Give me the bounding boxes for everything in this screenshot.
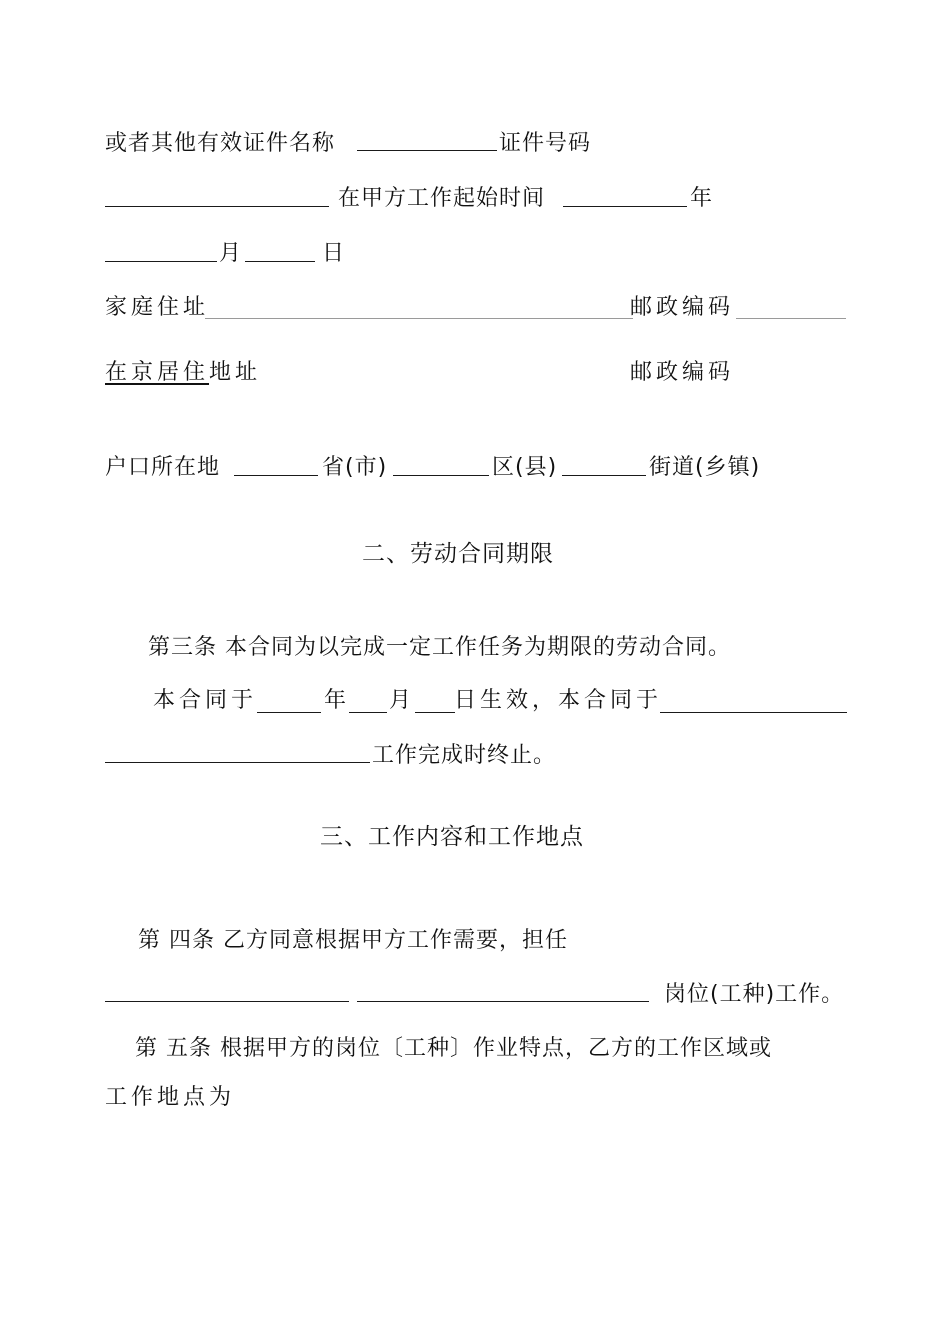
start-month-blank[interactable] (105, 261, 217, 262)
home-address-label: 家庭住址 (105, 295, 210, 320)
effective-month-label: 月 (389, 688, 413, 713)
id-number-blank[interactable] (105, 206, 329, 207)
postcode-blank-1[interactable] (736, 318, 846, 319)
completion-task-blank[interactable] (660, 712, 847, 713)
id-number-label: 证件号码 (499, 131, 592, 156)
postcode-label-1: 邮政编码 (630, 295, 735, 320)
position-blank-1[interactable] (105, 1001, 349, 1002)
district-label: 区(县) (492, 455, 558, 480)
home-address-blank[interactable] (205, 318, 633, 319)
beijing-address-label (105, 359, 261, 387)
effective-year-blank[interactable] (257, 712, 321, 713)
effective-month-blank[interactable] (349, 712, 387, 713)
district-blank[interactable] (393, 475, 489, 476)
section-2-heading: 二、劳动合同期限 (362, 541, 554, 567)
street-blank[interactable] (562, 475, 646, 476)
year-label: 年 (690, 186, 714, 211)
start-year-blank[interactable] (563, 206, 687, 207)
section-3-heading: 三、工作内容和工作地点 (320, 824, 584, 850)
effective-year-label: 年 (324, 688, 348, 713)
effective-prefix: 本合同于 (153, 688, 258, 713)
province-blank[interactable] (234, 475, 318, 476)
start-day-blank[interactable] (245, 261, 315, 262)
article-4: 第 四条 乙方同意根据甲方工作需要，担任 (138, 928, 568, 953)
position-blank-2[interactable] (357, 1001, 649, 1002)
article-5: 第 五条 根据甲方的岗位〔工种〕作业特点，乙方的工作区域或 (135, 1036, 772, 1061)
day-label: 日 (322, 241, 346, 266)
street-label: 街道(乡镇) (649, 455, 761, 480)
article-5-continuation: 工作地点为 (105, 1085, 236, 1110)
effective-day-blank[interactable] (415, 712, 455, 713)
beijing-address-suffix: 地址 (209, 360, 262, 385)
id-type-label: 或者其他有效证件名称 (105, 131, 336, 156)
position-label: 岗位(工种)工作。 (664, 982, 845, 1007)
id-type-blank[interactable] (357, 150, 497, 151)
article-3: 第三条 本合同为以完成一定工作任务为期限的劳动合同。 (148, 635, 731, 660)
postcode-label-2: 邮政编码 (630, 360, 735, 385)
beijing-address-underlined: 在京居住 (105, 360, 210, 385)
month-label: 月 (219, 241, 243, 266)
completion-task-blank-2[interactable] (105, 762, 370, 763)
hukou-label: 户口所在地 (105, 455, 221, 480)
province-label: 省(市) (322, 455, 388, 480)
start-time-label: 在甲方工作起始时间 (338, 186, 546, 211)
effective-day-label: 日生效，本合同于 (454, 688, 663, 713)
termination-text: 工作完成时终止。 (372, 743, 557, 768)
